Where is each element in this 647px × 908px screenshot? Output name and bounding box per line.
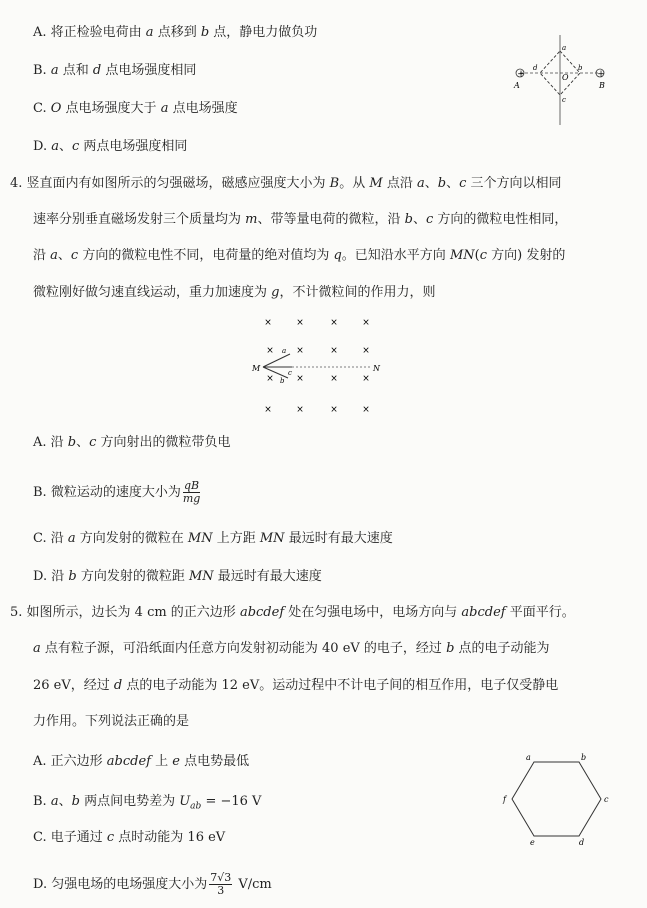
q4-option-b: B. 微粒运动的速度大小为 $\frac{qB}{mg}$ (33, 479, 201, 505)
field-cross-mark: × (264, 405, 272, 415)
q3-label-O: O (562, 73, 569, 82)
field-cross-mark: × (362, 405, 370, 415)
q4-stem-line-1: 4. 竖直面内有如图所示的匀强磁场，磁感应强度大小为 B。从 M 点沿 a、b、c 三个方向以相同 (10, 176, 562, 191)
field-cross-mark: × (330, 405, 338, 415)
field-cross-mark: × (362, 318, 370, 328)
q4-option-a: A. 沿 b、c 方向射出的微粒带负电 (33, 435, 231, 450)
q3-charge-diagram (510, 30, 610, 130)
q5-hexagon (512, 762, 601, 836)
field-cross-mark: × (296, 374, 304, 384)
q4-option-d: D. 沿 b 方向发射的微粒距 MN 最远时有最大速度 (33, 569, 322, 584)
field-cross-mark: × (362, 346, 370, 356)
q5-label-d: d (579, 838, 585, 847)
field-cross-mark: × (266, 374, 274, 384)
field-cross-mark: × (362, 374, 370, 384)
q3-label-d: d (533, 64, 538, 72)
field-cross-mark: × (296, 405, 304, 415)
q4-magnetic-field-diagram (250, 315, 390, 420)
field-cross-mark: × (330, 318, 338, 328)
q5-label-b: b (581, 753, 587, 762)
q3-label-c: c (562, 96, 566, 104)
q4-stem-line-4: 微粒刚好做匀速直线运动，重力加速度为 g，不计微粒间的作用力，则 (33, 285, 436, 300)
q5-label-a: a (526, 753, 531, 762)
q5-label-f: f (503, 795, 506, 804)
field-cross-mark: × (330, 374, 338, 384)
q5-stem-line-2: a 点有粒子源，可沿纸面内任意方向发射初动能为 40 eV 的电子，经过 b 点的电子动能为 (33, 641, 550, 656)
field-cross-mark: × (266, 346, 274, 356)
q3-label-A: A (514, 81, 520, 90)
q5-label-e: e (530, 838, 535, 847)
q3-label-b: b (578, 64, 583, 72)
q5-option-c: C. 电子通过 c 点时动能为 16 eV (33, 830, 226, 845)
q4-label-N: N (373, 364, 380, 373)
q3-charge-a-sign: + (517, 69, 525, 80)
q3-label-B: B (599, 81, 605, 90)
q4-option-b-fraction: $\frac{qB}{mg}$ (182, 479, 201, 505)
field-cross-mark: × (264, 318, 272, 328)
field-cross-mark: × (296, 346, 304, 356)
q5-option-a: A. 正六边形 abcdef 上 e 点电势最低 (33, 754, 250, 769)
q3-charge-b-sign: + (597, 69, 605, 80)
field-cross-mark: × (330, 346, 338, 356)
q4-label-a: a (282, 347, 287, 355)
q3-label-a: a (562, 44, 567, 52)
q4-option-c: C. 沿 a 方向发射的微粒在 MN 上方距 MN 最远时有最大速度 (33, 531, 393, 546)
q3-option-a: A. 将正检验电荷由 a 点移到 b 点，静电力做负功 (33, 25, 318, 40)
q3-option-c: C. O 点电场强度大于 a 点电场强度 (33, 101, 238, 116)
q4-stem-line-2: 速率分别垂直磁场发射三个质量均为 m、带等量电荷的微粒，沿 b、c 方向的微粒电性相同， (33, 212, 568, 227)
q5-hexagon-diagram (500, 752, 615, 847)
q5-stem-line-3: 26 eV，经过 d 点的电子动能为 12 eV。运动过程中不计电子间的相互作用，电子仅受静电 (33, 678, 559, 693)
q4-label-c: c (288, 369, 292, 377)
q5-stem-line-1: 5. 如图所示，边长为 4 cm 的正六边形 abcdef 处在匀强电场中，电场方向与 abcdef 平面平行。 (10, 605, 575, 620)
q5-option-d-fraction: $\frac{7√3}{3}$ (210, 871, 232, 897)
q3-option-d: D. a、c 两点电场强度相同 (33, 139, 188, 154)
q5-option-d: D. 匀强电场的电场强度大小为 $\frac{7√3}{3}$ V/cm (33, 871, 272, 897)
q4-label-M: M (252, 364, 261, 373)
q3-option-b: B. a 点和 d 点电场强度相同 (33, 63, 197, 78)
q4-stem-line-3: 沿 a、c 方向的微粒电性不同，电荷量的绝对值均为 q。已知沿水平方向 MN(c 方向) 发射的 (33, 248, 566, 263)
q5-option-b: B. a、b 两点间电势差为 $U_{ab} = -16$ V (33, 794, 262, 812)
field-cross-mark: × (296, 318, 304, 328)
q4-label-b: b (280, 377, 285, 385)
q5-label-c: c (604, 795, 609, 804)
q5-stem-line-4: 力作用。下列说法正确的是 (33, 714, 190, 729)
